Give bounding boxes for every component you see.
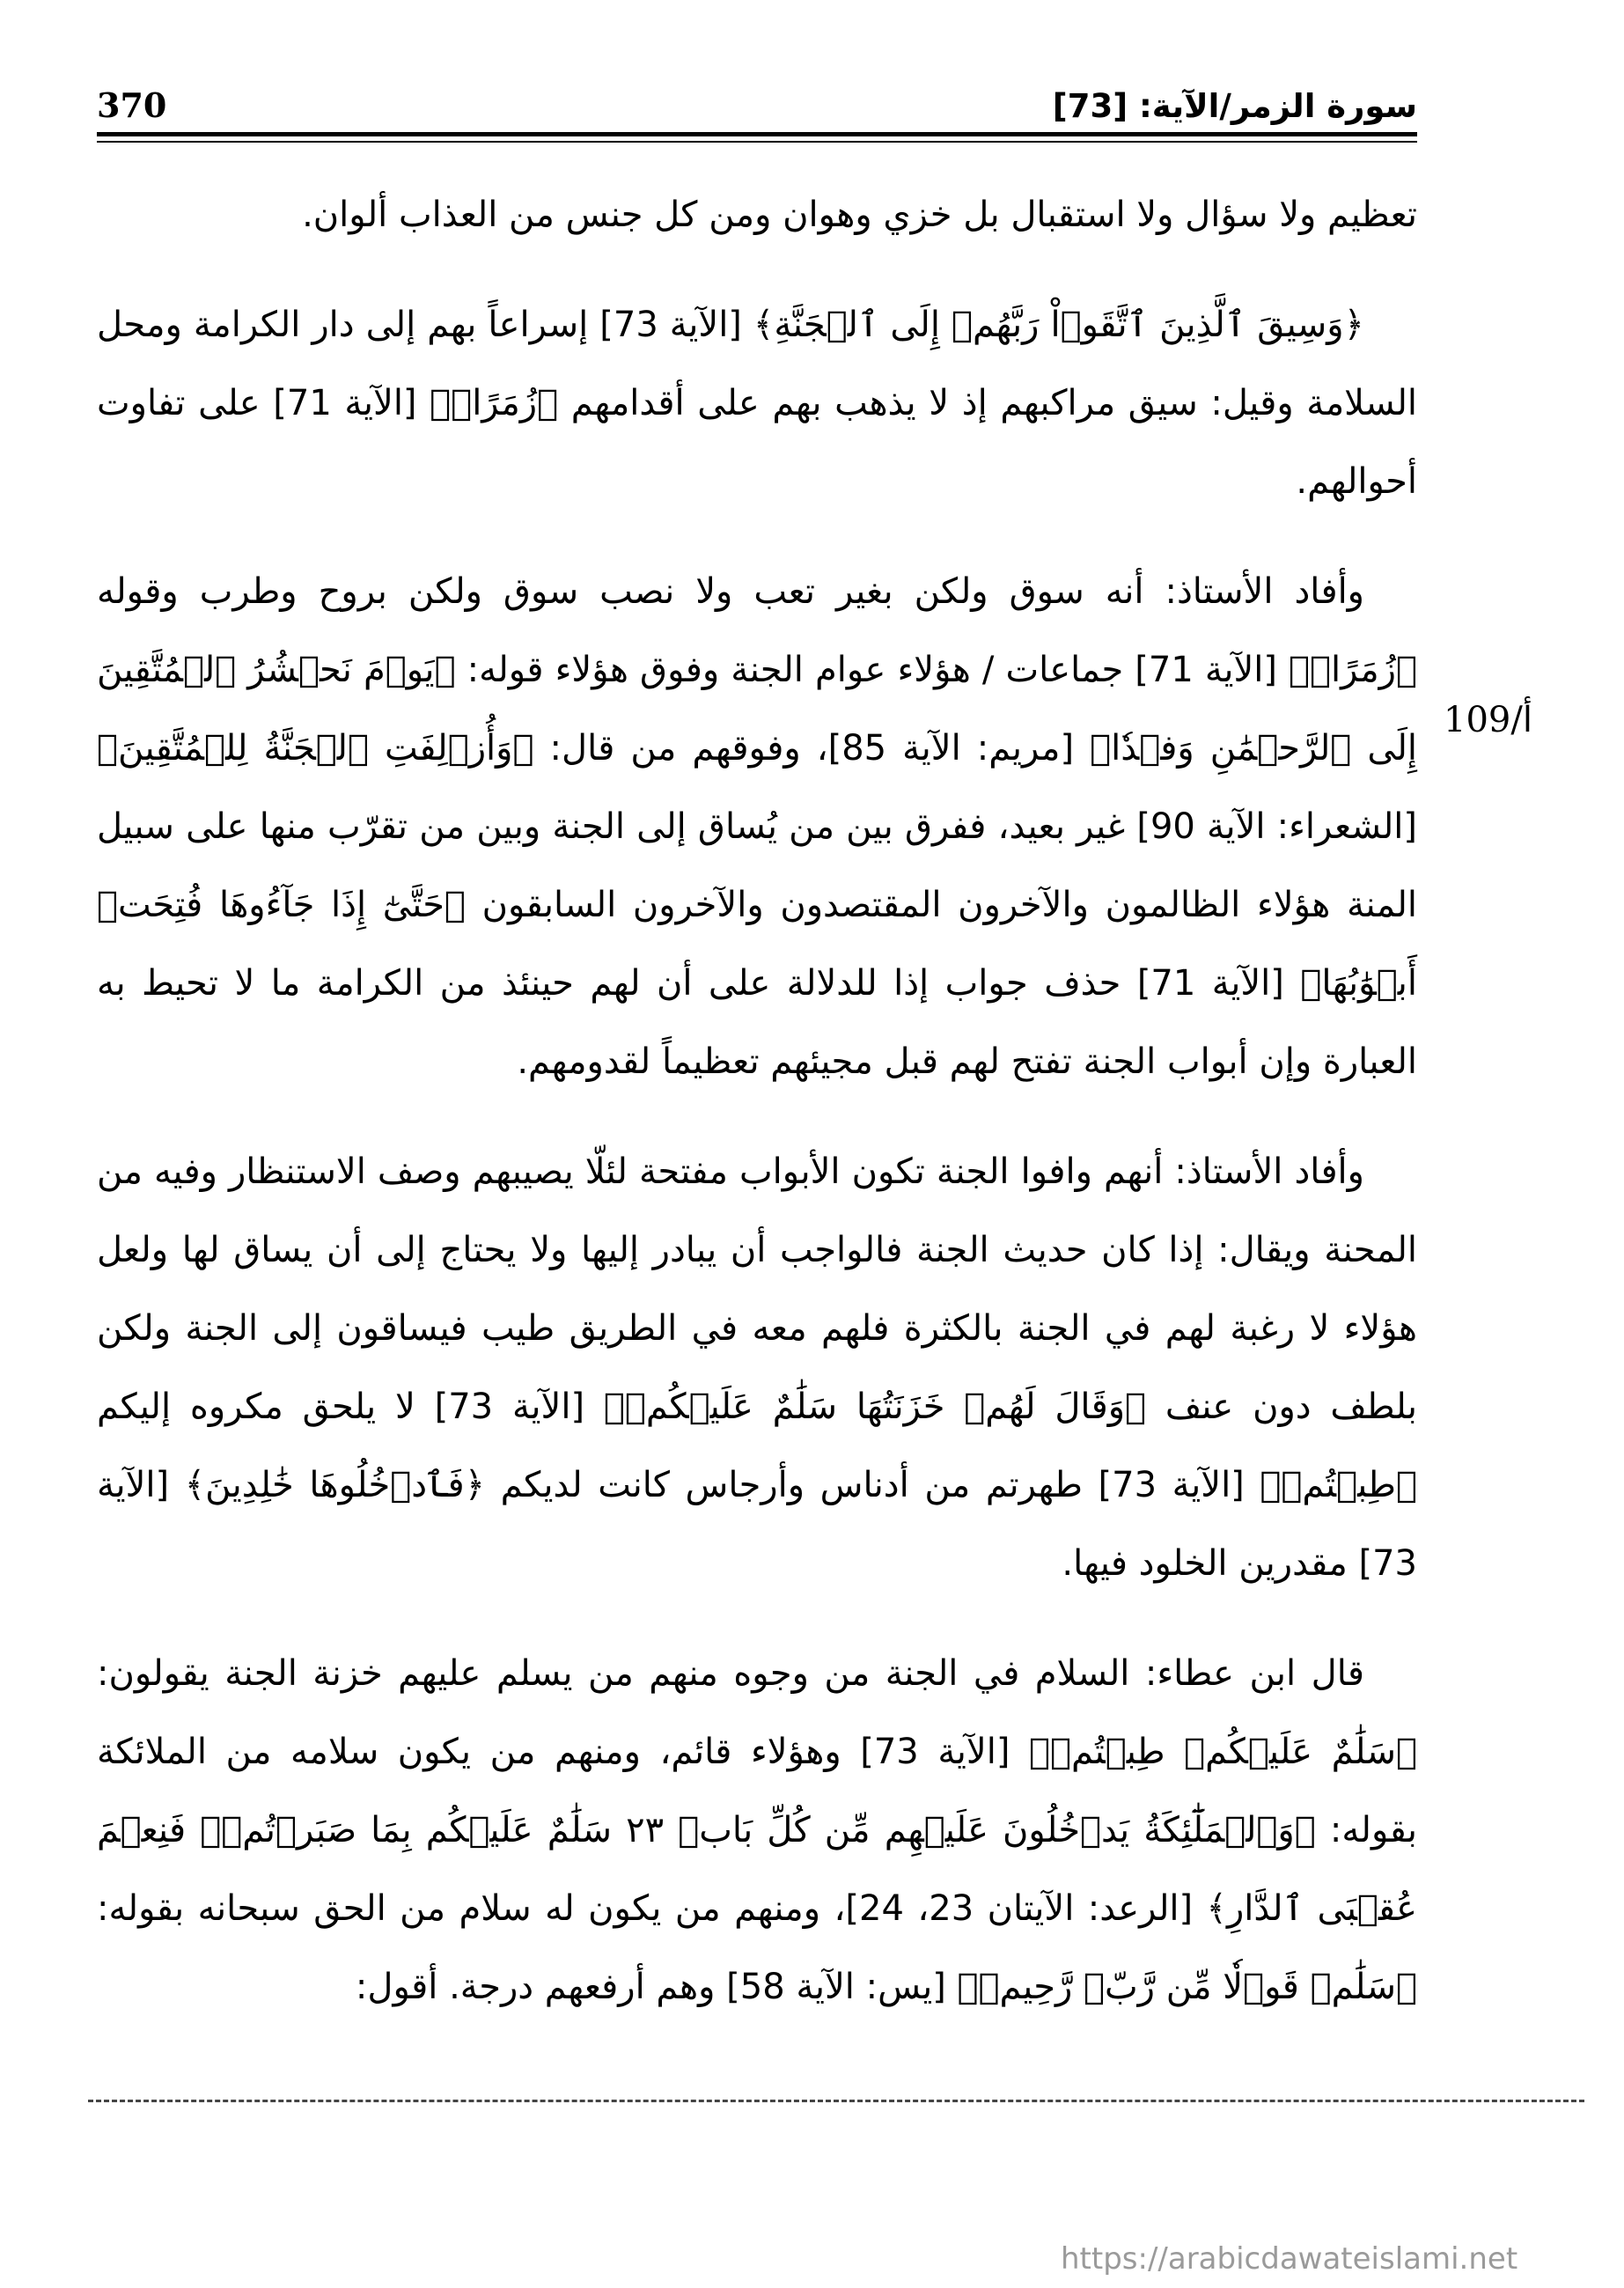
- running-title: سورة الزمر/الآية: [73]: [1052, 87, 1417, 125]
- header-rule-thin: [97, 141, 1417, 143]
- scan-artifact-dashed-line: [88, 2100, 1584, 2102]
- page-number: 370: [97, 85, 167, 125]
- page-header: [97, 81, 1417, 130]
- paragraph: قال ابن عطاء: السلام في الجنة من وجوه منهم من يسلم عليهم خزنة الجنة يقولون: ﴿سَلَٰمٌ عَلَيۡكُمۡ طِبۡتُمۡ﴾ [الآية 73] وهؤلاء قائم، ومنهم من يكون سلامه من الملائكة بقوله: ﴿وَٱلۡمَلَٰٓئِكَةُ يَدۡخُلُونَ عَلَيۡهِم مِّن كُلِّ بَابٖ ٢٣ سَلَٰمٌ عَلَيۡكُم بِمَا صَبَرۡتُمۡۚ فَنِعۡمَ عُقۡبَى ٱلدَّارِ﴾ [الرعد: الآيتان 23، 24]، ومنهم من يكون له سلام من الحق سبحانه بقوله: ﴿سَلَٰمٞ قَوۡلٗا مِّن رَّبّٖ رَّحِيمٖ﴾ [يس: الآية 58] وهم أرفعهم درجة. أقول:: [97, 1653, 1418, 2007]
- manuscript-folio-note: 109/أ: [1444, 700, 1532, 740]
- header-rule-thick: [97, 132, 1417, 136]
- paragraph: تعظيم ولا سؤال ولا استقبال بل خزي وهوان ومن كل جنس من العذاب ألوان.: [302, 195, 1417, 235]
- paragraph: وأفاد الأستاذ: أنه سوق ولكن بغير تعب ولا نصب سوق ولكن بروح وطرب وقوله ﴿زُمَرًاۖ﴾ [الآية 71] جماعات / هؤلاء عوام الجنة وفوق هؤلاء قوله: ﴿يَوۡمَ نَحۡشُرُ ٱلۡمُتَّقِينَ إِلَى ٱلرَّحۡمَٰنِ وَفۡدٗا﴾ [مريم: الآية 85]، وفوقهم من قال: ﴿وَأُزۡلِفَتِ ٱلۡجَنَّةُ لِلۡمُتَّقِينَ﴾ [الشعراء: الآية 90] غير بعيد، ففرق بين من يُساق إلى الجنة وبين من تقرّب منها على سبيل المنة هؤلاء الظالمون والآخرون المقتصدون والآخرون السابقون ﴿حَتَّىٰٓ إِذَا جَآءُوهَا فُتِحَتۡ أَبۡوَٰبُهَا﴾ [الآية 71] حذف جواب إذا للدلالة على أن لهم حينئذ من الكرامة ما لا تحيط به العبارة وإن أبواب الجنة تفتح لهم قبل مجيئهم تعظيماً لقدومهم.: [97, 571, 1418, 1082]
- paragraph: وأفاد الأستاذ: أنهم وافوا الجنة تكون الأبواب مفتحة لئلّا يصيبهم وصف الاستنظار وفيه من المحنة ويقال: إذا كان حديث الجنة فالواجب أن يبادر إليها ولا يحتاج إلى أن يساق لها ولعل هؤلاء لا رغبة لهم في الجنة بالكثرة فلهم معه في الطريق طيب فيساقون إلى الجنة ولكن بلطف دون عنف ﴿وَقَالَ لَهُمۡ خَزَنَتُهَا سَلَٰمٌ عَلَيۡكُمۡ﴾ [الآية 73] لا يلحق مكروه إليكم ﴿طِبۡتُمۡ﴾ [الآية 73] طهرتم من أدناس وأرجاس كانت لديكم ﴿فَٱدۡخُلُوهَا خَٰلِدِينَ﴾ [الآية 73] مقدرين الخلود فيها.: [97, 1151, 1418, 1584]
- paragraph: ﴿وَسِيقَ ٱلَّذِينَ ٱتَّقَوۡاْ رَبَّهُمۡ إِلَى ٱلۡجَنَّةِ﴾ [الآية 73] إسراعاً بهم إلى دار الكرامة ومحل السلامة وقيل: سيق مراكبهم إذ لا يذهب بهم على أقدامهم ﴿زُمَرًاۖ﴾ [الآية 71] على تفاوت أحوالهم.: [97, 305, 1417, 502]
- body-text: [97, 176, 1417, 2027]
- watermark: https://arabicdawateislami.net: [1061, 2241, 1518, 2277]
